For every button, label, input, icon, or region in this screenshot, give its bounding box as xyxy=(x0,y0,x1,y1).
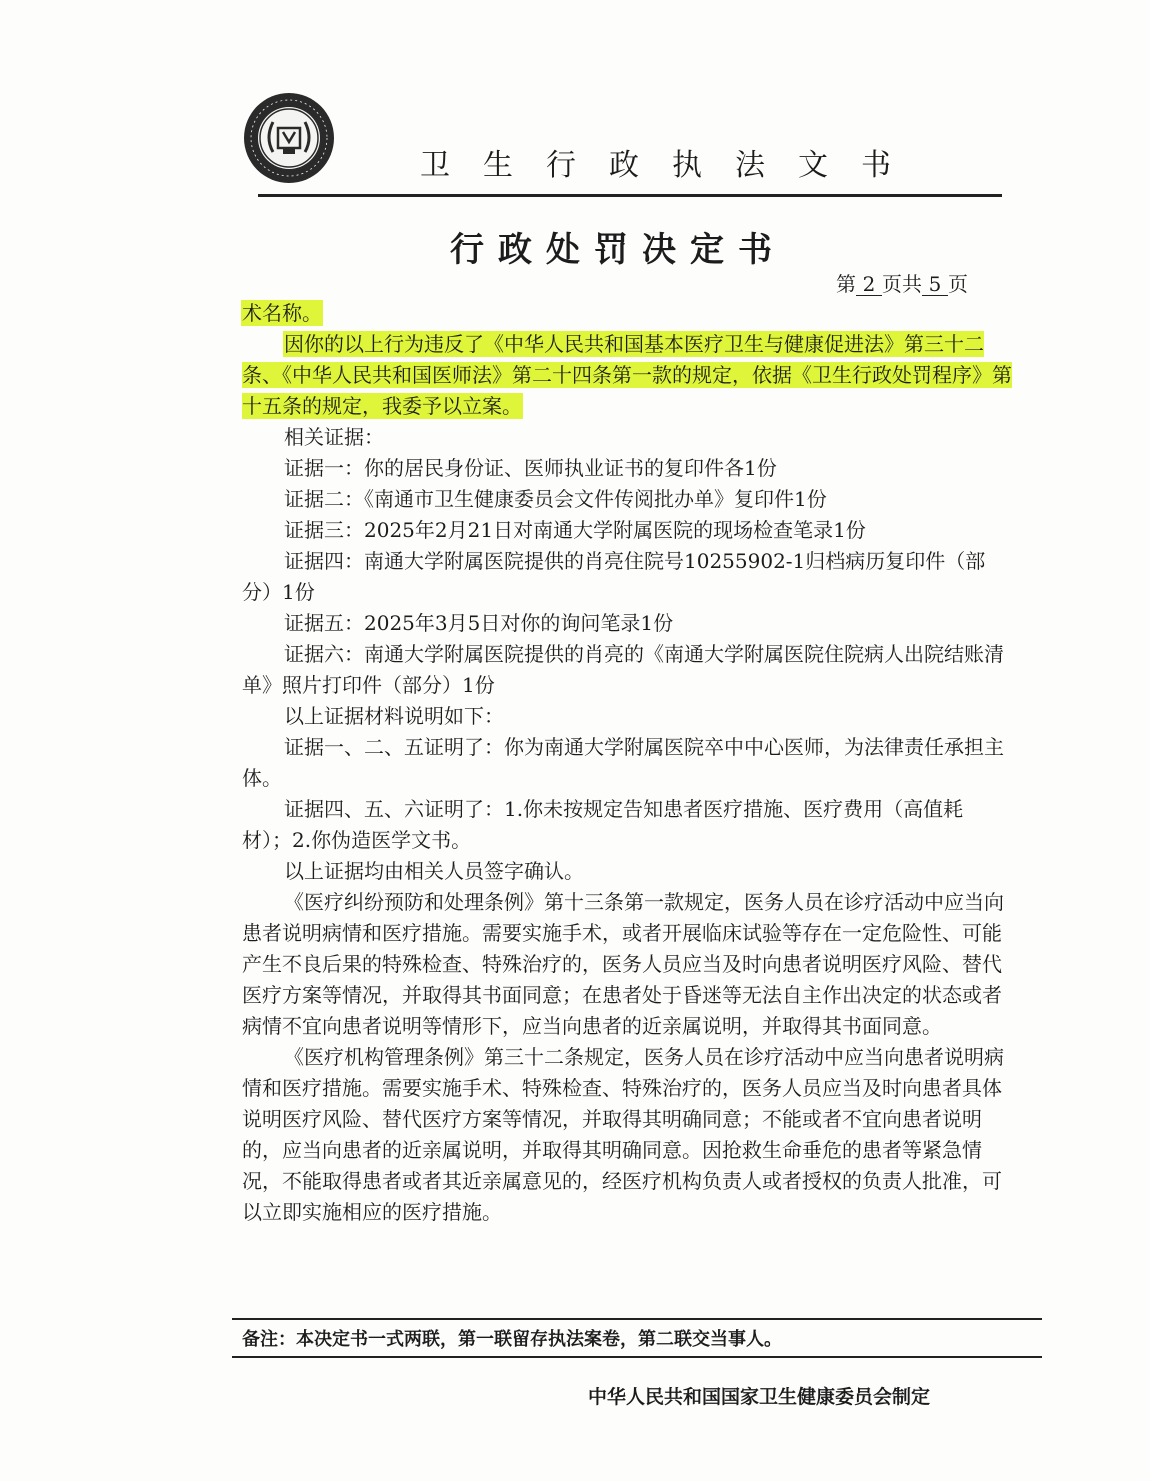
issuer-line: 中华人民共和国国家卫生健康委员会制定 xyxy=(588,1386,931,1408)
explain-paragraph: 证据一、二、五证明了：你为南通大学附属医院卒中中心医师，为法律责任承担主体。 xyxy=(242,735,1004,790)
confirm-paragraph: 以上证据均由相关人员签字确认。 xyxy=(284,859,584,883)
evidence-item: 证据五：2025年3月5日对你的询问笔录1份 xyxy=(284,611,674,635)
paragraph-violation xyxy=(242,329,1012,422)
page-total: 5 xyxy=(922,273,948,296)
page-current: 2 xyxy=(856,273,882,296)
evidence-item: 证据二：《南通市卫生健康委员会文件传阅批办单》复印件1份 xyxy=(284,487,827,511)
law-paragraph: 《医疗机构管理条例》第三十二条规定，医务人员在诊疗活动中应当向患者说明病情和医疗措施。需要实施手术、特殊检查、特殊治疗的，医务人员应当及时向患者具体说明医疗风险、替代医疗方案等情况，并取得其明确同意；不能或者不宜向患者说明的，应当向患者的近亲属说明，并取得其明确同意。因抢救生命垂危的患者等紧急情况，不能取得患者或者其近亲属意见的，经医疗机构负责人或者授权的负责人批准，可以立即实施相应的医疗措施。 xyxy=(242,1045,1004,1224)
footer-note: 备注：本决定书一式两联，第一联留存执法案卷，第二联交当事人。 xyxy=(242,1329,782,1350)
page-suffix: 页 xyxy=(948,272,968,296)
explain-paragraph: 证据四、五、六证明了：1.你未按规定告知患者医疗措施、医疗费用（高值耗材）；2.你伪造医学文书。 xyxy=(242,797,964,852)
health-inspection-emblem-icon xyxy=(243,92,335,184)
evidence-item: 证据一：你的居民身份证、医师执业证书的复印件各1份 xyxy=(284,456,777,480)
highlighted-text: 因你的以上行为违反了《中华人民共和国基本医疗卫生与健康促进法》第三十二条、《中华人民共和国医师法》第二十四条第一款的规定，依据《卫生行政处罚程序》第十五条的规定，我委予以立案。 xyxy=(242,332,1012,418)
footer-divider-top xyxy=(232,1318,1042,1320)
law-paragraph: 《医疗纠纷预防和处理条例》第十三条第一款规定，医务人员在诊疗活动中应当向患者说明病情和医疗措施。需要实施手术，或者开展临床试验等存在一定危险性、可能产生不良后果的特殊检查、特殊治疗的，医务人员应当及时向患者说明医疗风险、替代医疗方案等情况，并取得其书面同意；在患者处于昏迷等无法自主作出决定的状态或者病情不宜向患者说明等情形下，应当向患者的近亲属说明，并取得其书面同意。 xyxy=(242,890,1004,1038)
page-indicator xyxy=(836,268,968,297)
page-mid: 页共 xyxy=(882,272,922,296)
evidence-item: 证据六：南通大学附属医院提供的肖亮的《南通大学附属医院住院病人出院结账清单》照片打印件（部分）1份 xyxy=(242,642,1004,697)
document-body xyxy=(242,298,1012,1228)
paragraph-continued xyxy=(242,298,1012,329)
document-title: 行政处罚决定书 xyxy=(450,230,786,270)
evidence-heading: 相关证据： xyxy=(284,425,384,449)
header-divider xyxy=(258,194,1002,197)
explain-heading: 以上证据材料说明如下： xyxy=(284,704,504,728)
header-title: 卫生行政执法文书 xyxy=(420,148,924,183)
evidence-item: 证据三：2025年2月21日对南通大学附属医院的现场检查笔录1份 xyxy=(284,518,866,542)
highlighted-text: 术名称。 xyxy=(242,301,322,325)
evidence-item: 证据四：南通大学附属医院提供的肖亮住院号10255902-1归档病历复印件（部分）1份 xyxy=(242,549,986,604)
page-prefix: 第 xyxy=(836,272,856,296)
footer-divider-bottom xyxy=(232,1356,1042,1358)
